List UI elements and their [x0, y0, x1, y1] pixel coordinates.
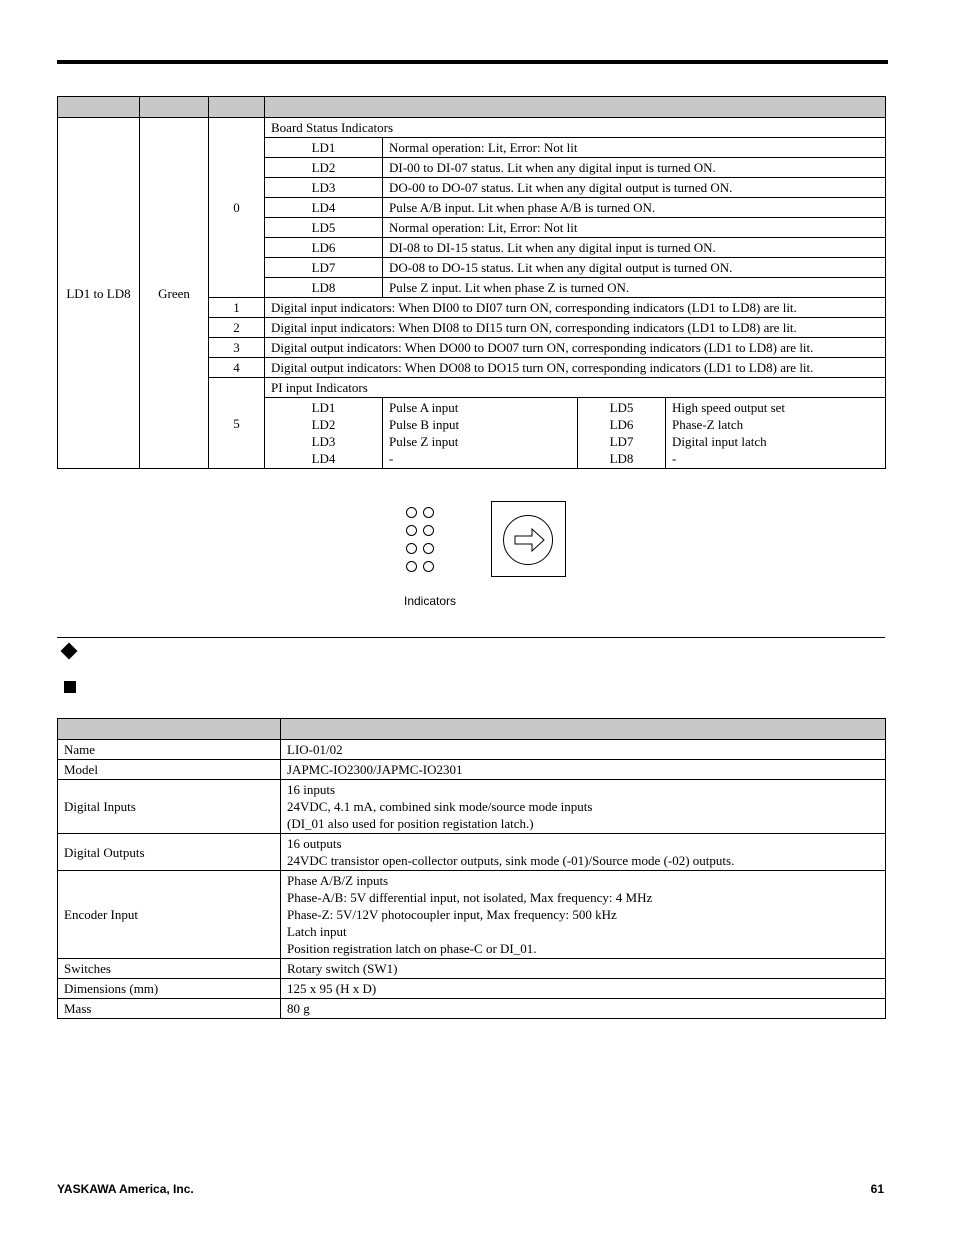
spec-value: [281, 959, 886, 979]
led-description: DI-08 to DI-15 status. Lit when any digital input is turned ON.: [383, 238, 886, 258]
led-name: LD5: [265, 218, 383, 238]
table-row: [58, 780, 886, 834]
led-indicator-icon: [406, 543, 417, 554]
led-description: Pulse A/B input. Lit when phase A/B is turned ON.: [383, 198, 886, 218]
section-rule: [57, 637, 885, 638]
spec-label: Digital Inputs: [58, 780, 281, 834]
board-status-title: Board Status Indicators: [265, 118, 886, 138]
table-row: [58, 979, 886, 999]
led-name: LD5: [609, 400, 634, 415]
led-name: LD3: [265, 178, 383, 198]
header-indicator: [58, 97, 140, 118]
setting-description: Digital output indicators: When DO08 to DO15 turn ON, corresponding indicators (LD1 to LD8) are lit.: [265, 358, 886, 378]
spec-value: [281, 740, 886, 760]
spec-label: Dimensions (mm): [58, 979, 281, 999]
spec-line: Rotary switch (SW1): [287, 961, 398, 976]
led-description: Digital input latch: [672, 434, 767, 449]
led-indicator-table: [57, 96, 886, 469]
spec-line: 24VDC, 4.1 mA, combined sink mode/source mode inputs: [287, 799, 593, 814]
specification-table: [57, 718, 886, 1019]
led-name: LD6: [609, 417, 634, 432]
led-name: LD7: [609, 434, 634, 449]
table-row: [58, 999, 886, 1019]
setting-value: 3: [209, 338, 265, 358]
led-description: -: [672, 451, 677, 466]
spec-line: 16 outputs: [287, 836, 342, 851]
led-description: Pulse A input: [389, 400, 459, 415]
spec-line: 16 inputs: [287, 782, 336, 797]
footer-page-number: 61: [870, 1182, 884, 1196]
spec-value: [281, 871, 886, 959]
led-indicator-icon: [423, 561, 434, 572]
header-specification: [281, 719, 886, 740]
rotary-switch-dial: [503, 515, 553, 565]
spec-line: Phase A/B/Z inputs: [287, 873, 389, 888]
table-row: [58, 740, 886, 760]
diamond-icon: [61, 643, 78, 660]
square-icon: [64, 681, 76, 693]
setting-value: 4: [209, 358, 265, 378]
setting-value: 1: [209, 298, 265, 318]
led-description: Pulse Z input: [389, 434, 459, 449]
led-name: LD2: [265, 158, 383, 178]
led-description: DO-00 to DO-07 status. Lit when any digital output is turned ON.: [383, 178, 886, 198]
spec-line: Latch input: [287, 924, 347, 939]
led-description: Phase-Z latch: [672, 417, 744, 432]
pi-right-descriptions: [666, 398, 886, 469]
indicator-name: LD1 to LD8: [58, 118, 140, 469]
led-table-header: [58, 97, 886, 118]
led-name: LD4: [311, 451, 336, 466]
led-name: LD8: [609, 451, 634, 466]
arrow-right-icon: [504, 516, 554, 566]
rotary-switch: [491, 501, 566, 577]
table-row: [58, 871, 886, 959]
led-name: LD1: [265, 138, 383, 158]
setting-value: 0: [209, 118, 265, 298]
spec-line: JAPMC-IO2300/JAPMC-IO2301: [287, 762, 463, 777]
led-name: LD2: [311, 417, 336, 432]
led-description: High speed output set: [672, 400, 786, 415]
led-description: Pulse Z input. Lit when phase Z is turned ON.: [383, 278, 886, 298]
spec-line: LIO-01/02: [287, 742, 343, 757]
spec-line: (DI_01 also used for position registation latch.): [287, 816, 534, 831]
setting-description: Digital input indicators: When DI08 to DI15 turn ON, corresponding indicators (LD1 to LD8) are lit.: [265, 318, 886, 338]
header-color: [140, 97, 209, 118]
spec-label: Digital Outputs: [58, 834, 281, 871]
led-indicator-icon: [423, 507, 434, 518]
led-name: LD3: [311, 434, 336, 449]
table-row: [58, 959, 886, 979]
header-description: [265, 97, 886, 118]
spec-value: [281, 780, 886, 834]
spec-value: [281, 834, 886, 871]
led-name: LD7: [265, 258, 383, 278]
spec-label: Name: [58, 740, 281, 760]
indicators-figure: [380, 496, 580, 616]
led-description: Pulse B input: [389, 417, 460, 432]
setting-description: Digital output indicators: When DO00 to DO07 turn ON, corresponding indicators (LD1 to LD8) are lit.: [265, 338, 886, 358]
led-indicator-icon: [423, 525, 434, 536]
spec-label: Switches: [58, 959, 281, 979]
led-indicator-icon: [406, 507, 417, 518]
led-description: Normal operation: Lit, Error: Not lit: [383, 138, 886, 158]
indicator-color: Green: [140, 118, 209, 469]
spec-table-header: [58, 719, 886, 740]
spec-label: Model: [58, 760, 281, 780]
led-indicator-icon: [423, 543, 434, 554]
led-name: LD8: [265, 278, 383, 298]
led-description: DI-00 to DI-07 status. Lit when any digital input is turned ON.: [383, 158, 886, 178]
led-name: LD4: [265, 198, 383, 218]
setting-description: Digital input indicators: When DI00 to DI07 turn ON, corresponding indicators (LD1 to LD8) are lit.: [265, 298, 886, 318]
spec-value: [281, 979, 886, 999]
top-rule: [57, 60, 888, 64]
table-row: [58, 760, 886, 780]
setting-value: 2: [209, 318, 265, 338]
led-description: DO-08 to DO-15 status. Lit when any digital output is turned ON.: [383, 258, 886, 278]
table-row: [58, 834, 886, 871]
spec-line: 125 x 95 (H x D): [287, 981, 377, 996]
spec-label: Mass: [58, 999, 281, 1019]
led-indicator-icon: [406, 561, 417, 572]
spec-line: Phase-A/B: 5V differential input, not isolated, Max frequency: 4 MHz: [287, 890, 653, 905]
setting-value: 5: [209, 378, 265, 469]
spec-value: [281, 760, 886, 780]
spec-line: 80 g: [287, 1001, 310, 1016]
figure-caption: Indicators: [403, 594, 457, 608]
led-description: -: [389, 451, 394, 466]
spec-line: Position registration latch on phase-C or DI_01.: [287, 941, 537, 956]
spec-line: 24VDC transistor open-collector outputs, sink mode (-01)/Source mode (-02) outputs.: [287, 853, 735, 868]
led-indicator-icon: [406, 525, 417, 536]
pi-right-leds: [578, 398, 666, 469]
pi-input-title: PI input Indicators: [265, 378, 886, 398]
header-setting: [209, 97, 265, 118]
led-name: LD1: [311, 400, 336, 415]
footer-company: YASKAWA America, Inc.: [57, 1182, 194, 1196]
spec-label: Encoder Input: [58, 871, 281, 959]
header-item: [58, 719, 281, 740]
table-row: [58, 118, 886, 138]
led-name: LD6: [265, 238, 383, 258]
spec-line: Phase-Z: 5V/12V photocoupler input, Max frequency: 500 kHz: [287, 907, 617, 922]
spec-value: [281, 999, 886, 1019]
pi-left-descriptions: [383, 398, 578, 469]
led-description: Normal operation: Lit, Error: Not lit: [383, 218, 886, 238]
pi-left-leds: [265, 398, 383, 469]
